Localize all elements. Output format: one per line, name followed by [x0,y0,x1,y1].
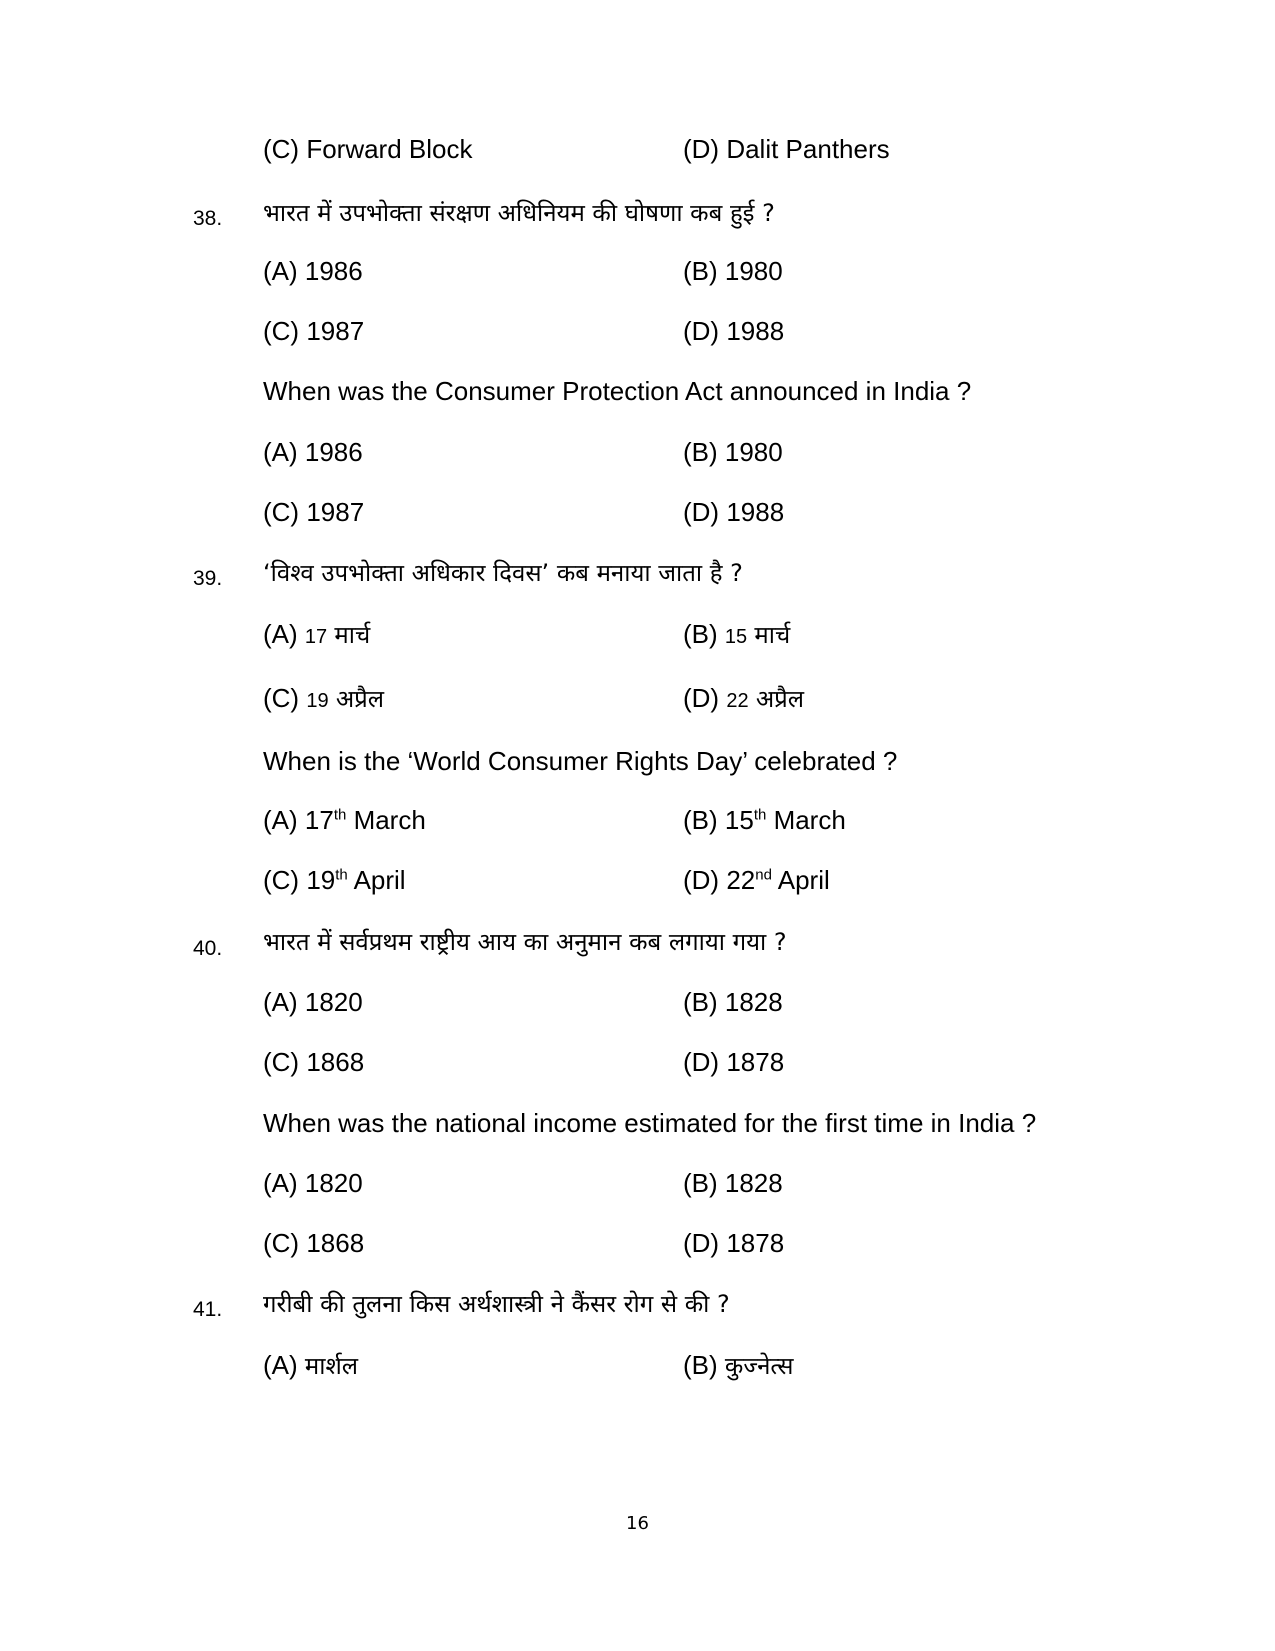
option-d [683,682,804,717]
option-a [263,1349,358,1382]
option-label: (C) 19 [263,865,336,895]
option-number: 19 [306,690,329,712]
option-label: (D) 22 [683,865,756,895]
question-text-english: When was the Consumer Protection Act announced in India ? [263,376,972,406]
question-number: 40. [193,937,223,960]
page-number: 16 [626,1513,649,1534]
option-b [683,1349,793,1382]
option-text: मार्च [754,621,791,649]
option-text: March [773,805,846,835]
option-a: (A) 1986 [263,437,363,467]
option-a: (A) 1986 [263,256,363,286]
option-b: (B) 1828 [683,987,783,1017]
option-b: (B) 1980 [683,256,783,286]
option-b: (B) 1980 [683,437,783,467]
option-b [683,618,790,653]
option-d [683,864,830,896]
option-b [683,804,846,836]
option-c [263,682,384,717]
option-d: (D) 1988 [683,497,785,527]
question-text-hindi: गरीबी की तुलना किस अर्थशास्त्री ने कैंसर रोग से की ? [263,1290,730,1318]
option-label: (A) [263,619,298,649]
option-d: (D) 1988 [683,316,785,346]
option-text: March [353,805,426,835]
option-c [263,864,406,896]
option-c: (C) 1987 [263,316,365,346]
ordinal-suffix: th [335,866,348,884]
option-number: 15 [724,626,748,648]
option-label: (A) [263,1350,298,1380]
question-number: 41. [193,1298,223,1321]
option-d: (D) 1878 [683,1228,785,1258]
option-a [263,618,370,653]
option-label: (B) [683,1350,718,1380]
option-text: April [353,865,406,895]
question-text-hindi: भारत में सर्वप्रथम राष्ट्रीय आय का अनुमान कब लगाया गया ? [263,928,787,956]
ordinal-suffix: th [333,806,347,824]
option-label: (B) [683,619,718,649]
option-text: कुज्नेत्स [724,1352,794,1380]
option-number: 17 [304,626,328,648]
option-c: (C) Forward Block [263,134,473,164]
option-b: (B) 1828 [683,1168,783,1198]
option-text: अप्रैल [335,685,385,713]
option-label: (A) 17 [263,805,334,835]
ordinal-suffix: th [753,806,767,824]
option-d: (D) 1878 [683,1047,785,1077]
option-label: (C) [263,683,300,713]
option-text: मार्शल [304,1352,359,1380]
option-label: (B) 15 [683,805,754,835]
option-label: (D) [683,683,720,713]
question-text-english: When is the ‘World Consumer Rights Day’ celebrated ? [263,746,898,776]
question-text-english: When was the national income estimated for the first time in India ? [263,1108,1037,1138]
option-a [263,804,426,836]
option-a: (A) 1820 [263,1168,363,1198]
option-text: April [777,865,830,895]
option-d: (D) Dalit Panthers [683,134,890,164]
option-number: 22 [726,690,749,712]
option-text: अप्रैल [755,685,805,713]
option-c: (C) 1868 [263,1047,365,1077]
option-a: (A) 1820 [263,987,363,1017]
question-text-hindi: ‘विश्व उपभोक्ता अधिकार दिवस’ कब मनाया जाता है ? [263,559,743,587]
ordinal-suffix: nd [755,866,772,884]
option-c: (C) 1868 [263,1228,365,1258]
question-number: 38. [193,207,223,230]
question-number: 39. [193,567,223,590]
option-c: (C) 1987 [263,497,365,527]
option-text: मार्च [334,621,371,649]
question-text-hindi: भारत में उपभोक्ता संरक्षण अधिनियम की घोषणा कब हुई ? [263,199,775,227]
